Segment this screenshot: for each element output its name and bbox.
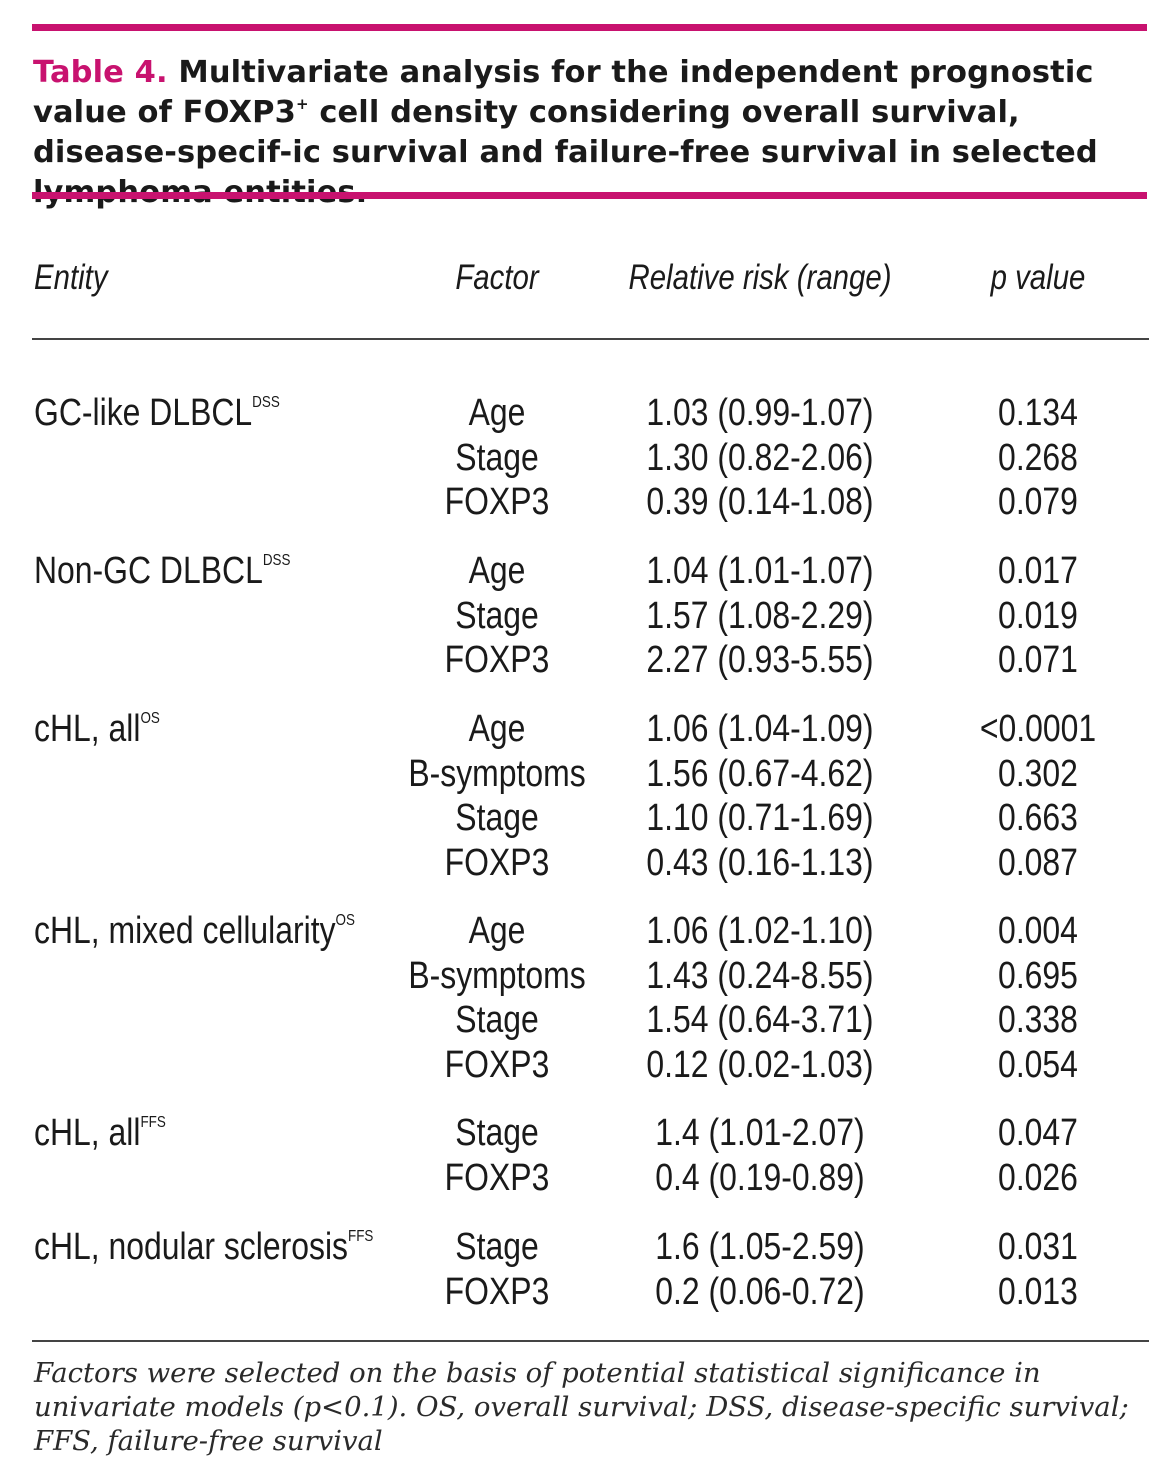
p-value-cell: 0.134: [998, 392, 1078, 434]
p-value-cell: 0.695: [998, 954, 1078, 997]
table-row: [0, 481, 1175, 525]
endpoint-superscript: OS: [335, 912, 355, 929]
factor-cell: FOXP3: [444, 841, 550, 884]
p-value-cell: <0.0001: [979, 708, 1097, 750]
relative-risk-cell: 1.30 (0.82-2.06): [646, 436, 874, 479]
entity-cell: Non-GC $DLBCL^{DSS}$: [34, 550, 291, 592]
relative-risk-cell: 0.4 (0.19-0.89): [655, 1156, 865, 1199]
table-row: [0, 1226, 1175, 1270]
table-row: [0, 392, 1175, 436]
p-value-cell: 0.013: [998, 1270, 1078, 1313]
factor-cell: Age: [468, 910, 526, 952]
factor-cell: FOXP3: [444, 481, 550, 523]
caption-text: Multivariate analysis for the independent prognostic value of FOXP3: [33, 55, 1094, 130]
endpoint-superscript: OS: [140, 710, 160, 727]
factor-cell: Stage: [455, 436, 539, 479]
relative-risk-cell: 1.03 (0.99-1.07): [646, 392, 874, 434]
table-row: [0, 639, 1175, 683]
factor-cell: Stage: [455, 594, 539, 637]
table-row: [0, 1044, 1175, 1088]
table-row: [0, 437, 1175, 481]
table-row: [0, 1271, 1175, 1315]
factor-cell: Stage: [455, 1226, 539, 1268]
entity-cell: cHL, nodular sclerosis$^{FFS}$: [34, 1226, 374, 1268]
table-footnote: Factors were selected on the basis of potential statistical significance in univariate models (p<0.1). OS, overall survival; DSS, disease-specific survival; FFS, failure-free survival: [34, 1357, 1129, 1457]
header-p-value: p value: [990, 258, 1086, 297]
factor-cell: FOXP3: [444, 1270, 550, 1313]
table-row: [0, 999, 1175, 1043]
table-row: [0, 753, 1175, 797]
relative-risk-cell: 1.43 (0.24-8.55): [646, 954, 874, 997]
header-entity: Entity: [34, 258, 108, 297]
caption-superscript: +: [295, 95, 309, 113]
p-value-cell: 0.268: [998, 436, 1078, 479]
factor-cell: B-symptoms: [408, 752, 586, 795]
relative-risk-cell: 1.06 (1.04-1.09): [646, 708, 874, 750]
table-row: [0, 595, 1175, 639]
relative-risk-cell: 1.56 (0.67-4.62): [646, 752, 874, 795]
header-relative-risk: Relative risk (range): [628, 258, 892, 297]
factor-cell: FOXP3: [444, 1156, 550, 1199]
entity-cell: cHL, all$^{FFS}$: [34, 1112, 166, 1154]
relative-risk-cell: 1.54 (0.64-3.71): [646, 999, 874, 1041]
p-value-cell: 0.302: [998, 752, 1078, 795]
entity-cell: cHL, all$^{OS}$: [34, 708, 160, 750]
table-row: [0, 842, 1175, 886]
entity-cell: cHL, mixed cellularity$^{OS}$: [34, 910, 355, 952]
p-value-cell: 0.047: [998, 1112, 1078, 1154]
relative-risk-cell: 1.57 (1.08-2.29): [646, 594, 874, 637]
table-row: [0, 910, 1175, 954]
relative-risk-cell: 1.06 (1.02-1.10): [646, 910, 874, 952]
factor-cell: Age: [468, 708, 526, 750]
p-value-cell: 0.031: [998, 1226, 1078, 1268]
p-value-cell: 0.004: [998, 910, 1078, 952]
factor-cell: Stage: [455, 1112, 539, 1154]
p-value-cell: 0.071: [998, 639, 1078, 681]
table-row: [0, 955, 1175, 999]
p-value-cell: 0.663: [998, 797, 1078, 839]
factor-cell: Age: [468, 550, 526, 592]
relative-risk-cell: 0.12 (0.02-1.03): [646, 1043, 874, 1086]
factor-cell: Stage: [455, 999, 539, 1041]
factor-cell: Age: [468, 392, 526, 434]
endpoint-superscript: FFS: [348, 1228, 374, 1245]
endpoint-superscript: DSS: [262, 552, 291, 569]
factor-cell: B-symptoms: [408, 954, 586, 997]
relative-risk-cell: 1.6 (1.05-2.59): [655, 1226, 865, 1268]
p-value-cell: 0.054: [998, 1043, 1078, 1086]
footer-rule: [32, 1340, 1149, 1342]
header-factor: Factor: [455, 258, 539, 297]
table-row: [0, 1157, 1175, 1201]
table-row: [0, 550, 1175, 594]
relative-risk-cell: 1.04 (1.01-1.07): [646, 550, 874, 592]
p-value-cell: 0.338: [998, 999, 1078, 1041]
factor-cell: FOXP3: [444, 1043, 550, 1086]
p-value-cell: 0.079: [998, 481, 1078, 523]
endpoint-superscript: FFS: [140, 1114, 166, 1131]
table-row: [0, 797, 1175, 841]
relative-risk-cell: 1.10 (0.71-1.69): [646, 797, 874, 839]
table-label: Table 4.: [33, 55, 168, 90]
table-row: [0, 708, 1175, 752]
relative-risk-cell: 2.27 (0.93-5.55): [646, 639, 874, 681]
entity-cell: GC-like $DLBCL^{DSS}$: [34, 392, 280, 434]
table-row: [0, 1112, 1175, 1156]
relative-risk-cell: 0.43 (0.16-1.13): [646, 841, 874, 884]
p-value-cell: 0.017: [998, 550, 1078, 592]
relative-risk-cell: 1.4 (1.01-2.07): [655, 1112, 865, 1154]
caption-text-after: cell density considering overall survival, disease-specif-ic survival and failure-free survival in selected: [33, 95, 1098, 170]
factor-cell: FOXP3: [444, 639, 550, 681]
endpoint-superscript: DSS: [252, 394, 280, 411]
relative-risk-cell: 0.2 (0.06-0.72): [655, 1270, 865, 1313]
relative-risk-cell: 0.39 (0.14-1.08): [646, 481, 874, 523]
factor-cell: Stage: [455, 797, 539, 839]
p-value-cell: 0.026: [998, 1156, 1078, 1199]
p-value-cell: 0.087: [998, 841, 1078, 884]
p-value-cell: 0.019: [998, 594, 1078, 637]
